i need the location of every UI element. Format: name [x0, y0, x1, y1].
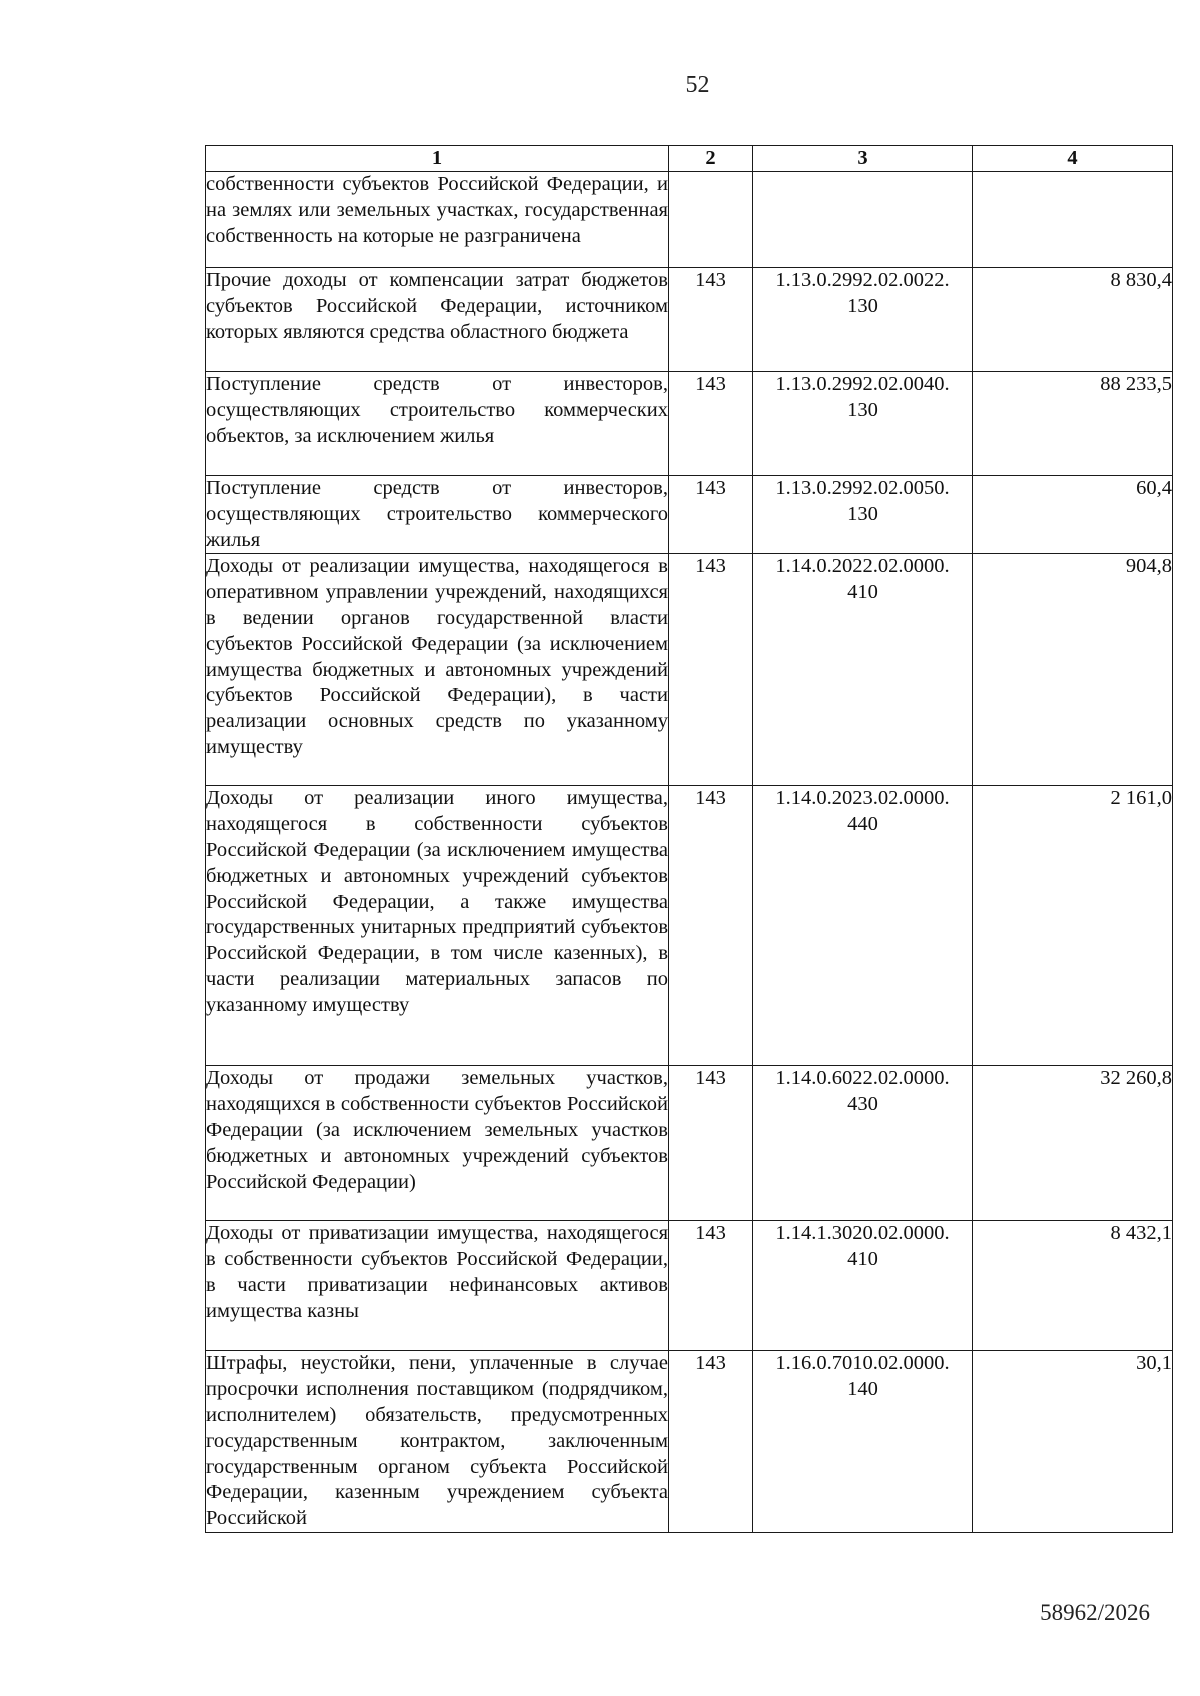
income-description: Прочие доходы от компенсации затрат бюджетов субъектов Российской Федерации, источником которых являются средства областного бюджета: [206, 268, 669, 372]
document-registration-number: 58962/2026: [1040, 1600, 1150, 1625]
table-row: [206, 554, 1173, 786]
table-row: [206, 1221, 1173, 1351]
admin-code: 143: [669, 1221, 753, 1351]
admin-code: 143: [669, 554, 753, 786]
column-header: 4: [973, 146, 1173, 172]
admin-code: 143: [669, 786, 753, 1066]
amount: 904,8: [973, 554, 1173, 786]
budget-classification-code: 1.14.1.3020.02.0000. 410: [753, 1221, 973, 1351]
table-row: [206, 172, 1173, 268]
table-header-row: [206, 146, 1173, 172]
amount: 88 233,5: [973, 372, 1173, 476]
budget-classification-code: 1.16.0.7010.02.0000. 140: [753, 1351, 973, 1533]
income-description: Штрафы, неустойки, пени, уплаченные в случае просрочки исполнения поставщиком (подрядчиком, исполнителем) обязательств, предусмотренных государственным контрактом, заключенным государственным органом субъекта Российской Федерации, казенным учреждением субъекта Российской: [206, 1351, 669, 1533]
column-header: 3: [753, 146, 973, 172]
income-description: Поступление средств от инвесторов, осуществляющих строительство коммерческих объектов, за исключением жилья: [206, 372, 669, 476]
amount: 32 260,8: [973, 1066, 1173, 1221]
budget-classification-code: 1.14.0.6022.02.0000. 430: [753, 1066, 973, 1221]
admin-code: 143: [669, 1066, 753, 1221]
amount: 60,4: [973, 476, 1173, 554]
budget-classification-code: 1.13.0.2992.02.0040. 130: [753, 372, 973, 476]
column-header: 2: [669, 146, 753, 172]
admin-code: 143: [669, 268, 753, 372]
budget-classification-code: 1.13.0.2992.02.0050. 130: [753, 476, 973, 554]
amount: 8 432,1: [973, 1221, 1173, 1351]
page-number: 52: [685, 72, 710, 98]
revenue-table: [205, 145, 1173, 1533]
table-row: [206, 476, 1173, 554]
income-description: Доходы от реализации имущества, находящегося в оперативном управлении учреждений, находящихся в ведении органов государственной власти субъектов Российской Федерации (за исключением имущества бюджетных и автономных учреждений субъектов Российской Федерации), в части реализации основных средств по указанному имуществу: [206, 554, 669, 786]
budget-classification-code: 1.14.0.2022.02.0000. 410: [753, 554, 973, 786]
income-description: Доходы от продажи земельных участков, находящихся в собственности субъектов Российской Федерации (за исключением земельных участков бюджетных и автономных учреждений субъектов Российской Федерации): [206, 1066, 669, 1221]
amount: 8 830,4: [973, 268, 1173, 372]
table-row: [206, 268, 1173, 372]
admin-code: [669, 172, 753, 268]
table-row: [206, 786, 1173, 1066]
admin-code: 143: [669, 1351, 753, 1533]
income-description: собственности субъектов Российской Федерации, и на землях или земельных участках, государственная собственность на которые не разграничена: [206, 172, 669, 268]
table-row: [206, 372, 1173, 476]
amount: 2 161,0: [973, 786, 1173, 1066]
budget-classification-code: 1.14.0.2023.02.0000. 440: [753, 786, 973, 1066]
income-description: Доходы от реализации иного имущества, находящегося в собственности субъектов Российской Федерации (за исключением имущества бюджетных и автономных учреждений субъектов Российской Федерации, а также имущества государственных унитарных предприятий субъектов Российской Федерации, в том числе казенных), в части реализации материальных запасов по указанному имуществу: [206, 786, 669, 1066]
table-row: [206, 1351, 1173, 1533]
table-row: [206, 1066, 1173, 1221]
amount: [973, 172, 1173, 268]
budget-classification-code: 1.13.0.2992.02.0022. 130: [753, 268, 973, 372]
income-description: Доходы от приватизации имущества, находящегося в собственности субъектов Российской Федерации, в части приватизации нефинансовых активов имущества казны: [206, 1221, 669, 1351]
budget-classification-code: [753, 172, 973, 268]
column-header: 1: [206, 146, 669, 172]
admin-code: 143: [669, 372, 753, 476]
income-description: Поступление средств от инвесторов, осуществляющих строительство коммерческого жилья: [206, 476, 669, 554]
admin-code: 143: [669, 476, 753, 554]
amount: 30,1: [973, 1351, 1173, 1533]
